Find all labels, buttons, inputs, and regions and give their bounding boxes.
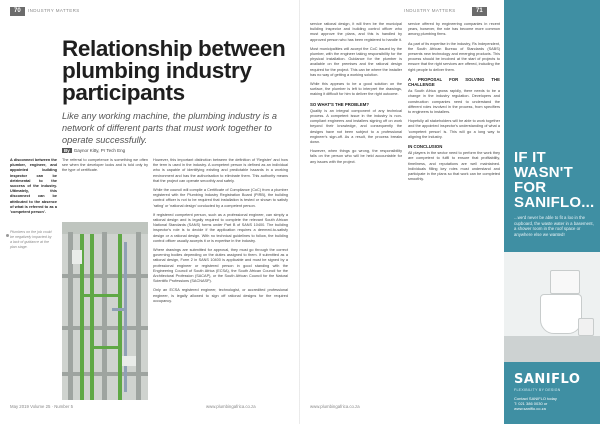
image-caption: Plumbers on the job could be negatively impacted by a lack of guidance at the plan stage. — [10, 230, 52, 249]
issue-date: May 2019 Volume 25 · Number 5 — [10, 404, 74, 409]
col2-paragraph-3: If registered competent person, such as a professional engineer, can simply a rational design and is legally required to complete the relevant South African National Standards (SANS) forms under Part B of SANS 10400. The building inspector's role is to decide if the application requires a deemed-to-satisfy design or a rational design. With no technical guidelines to follow, the building control officer usually accepts it or is expertise in the industry. — [153, 212, 288, 243]
subheading-proposal: A PROPOSAL FOR SOLVING THE CHALLENGE — [408, 76, 500, 88]
ad-headline: IF IT WASN'T FOR SANIFLO... — [514, 149, 595, 211]
construction-photo — [62, 222, 148, 400]
r-col2-paragraph-2: As part of its expertise in the industry, Rs Independent, the South African Bureau of Standards (SABS) presents new technology and emerging products. This process should be involved at the start of projects to ensure that the right services are offered, including the right people to deliver them. — [408, 41, 500, 72]
r-col2-paragraph-3: As South Africa grows rapidly, there needs to be a change in the industry regulation. Developers and construction companies need to understand the different roles involved in the process, from specifiers to engineers to installers. — [408, 89, 500, 115]
col2-paragraph-5: Only an ECSA registered engineer, technologist, or accredited professional engineer, is legally allowed to sign off rational designs for the required occupancy. — [153, 288, 288, 303]
website-footer-left: www.plumbingafrica.co.za — [206, 404, 256, 409]
website-footer-right: www.plumbingafrica.co.za — [310, 404, 360, 409]
r-col1-paragraph-3: While this appears to be a good solution on the surface, the plumber is left to interpret the drawings, making it difficult for him to deliver the right outcome. — [310, 82, 402, 97]
r-col2-paragraph-5: All players in the sector need to perform the work they are competent to fulfil to ensure that profitability, timeliness, and reputations are well maintained. Individuals filling key roles must understand and participate in the plans so that work can be completed smoothly. — [408, 151, 500, 182]
bathroom-floor — [504, 336, 600, 362]
r-col2-paragraph-1: service offered by engineering companies in recent years, however, the role has become more common among plumbing firms. — [408, 22, 500, 37]
byline-tag: By — [64, 148, 70, 153]
ad-contact-line-1: Contact SANIFLO today — [514, 396, 557, 401]
article-title: Relationship between plumbing industry participants — [62, 36, 286, 105]
article-intro: Like any working machine, the plumbing industry is a network of different parts that must work together to operate successfully. — [62, 111, 277, 146]
lead-followup: The referral to competence is something we often see when the developer looks and is told only by the type of certificate. — [62, 158, 148, 173]
subheading-problem: SO WHAT'S THE PROBLEM? — [310, 101, 369, 107]
byline — [62, 148, 125, 153]
macerator-unit — [578, 318, 594, 336]
subheading-conclusion: IN CONCLUSION — [408, 144, 443, 150]
pipework-illustration — [62, 222, 148, 400]
lead-followup-column — [62, 158, 148, 178]
col2-paragraph-4: Where drawings are submitted for approval, they must go through the correct governing bodies depending on the duties assigned to them. If submitted as a rational design, Form 2 in SANS 10400 is applicable and must be signed by a professional engineer or registered person in good standing with the Engineering Council of South Africa (ECSA), the South African Council for the Architectural Profession (SACAP), or the South African Council for the Natural Scientific Professions (SACNASP). — [153, 248, 288, 284]
ad-body: ...we'd never be able to fit a loo in the cupboard, the waste water in a basement, a shower room in the roof space or anywhere else we wanted! — [514, 215, 594, 237]
ad-contact — [514, 396, 598, 412]
saniflo-logo: SANIFLO — [514, 372, 581, 387]
body-column-2 — [153, 158, 288, 308]
ad-website-link[interactable]: www.saniflo.co.za — [514, 406, 546, 412]
col2-paragraph-2: While the council will compile a Certificate of Compliance (CoC) from a plumber registered with the Plumbing Industry Registration Board (PIRB), the building control officer is not to be required that installation is tested or shown to satisfy 'rating' or 'national design' conducted by a competent person. — [153, 188, 288, 208]
ad-phone[interactable]: T: 021 386 0030 or — [514, 401, 548, 407]
r-col1-paragraph-4: Quality is an integral component of any technical process. A competent issue in the industry is non-compliant engineers and installers signing off on work beyond their knowledge, and consequently the designs have not been subject to a professional engineer's sign-off. As a result, the process breaks down. — [310, 108, 402, 145]
saniflo-advert[interactable] — [504, 0, 600, 424]
r-col1-paragraph-1: service rational design, it will then be the municipal building inspector and building control officer who must approve the plans, and this is handled by approved person who has been registered to handle it. — [310, 22, 402, 42]
note-bullet — [6, 234, 9, 237]
r-col1-paragraph-5: However, when things go wrong, the responsibility falls on the person who will be held accountable for any issues with the project. — [310, 149, 402, 164]
r-col2-paragraph-4: Hopefully all stakeholders will be able to work together and the appointed inspector's understanding of what a 'competent person' is. This will go a long way to aligning the industry. — [408, 119, 500, 139]
right-column-2 — [408, 22, 500, 186]
toilet-cistern — [550, 270, 580, 294]
lead-column — [10, 158, 57, 219]
col2-paragraph-1: However, this important distinction between the definition of 'Register' and how the term is used in the industry. A competent person is defined as an individual who is capable of identifying existing and predictable hazards in a working environment and has the authorisation to eliminate them. This authority means that the project can operate smoothly and safely. — [153, 158, 288, 183]
section-label-right: INDUSTRY MATTERS — [404, 8, 456, 13]
section-label-left: INDUSTRY MATTERS — [28, 8, 80, 13]
lead-paragraph: A disconnect between the plumber, engineer, and appointed building inspector can be detrimental to the success of the industry. Ultimately, this disconnect can be attributed to the absence of what is referred to as a 'competent person'. — [10, 158, 57, 215]
page-number-left: 70 — [10, 7, 25, 16]
byline-author: Gaynor Kitty, Pr Tech Eng — [73, 148, 126, 153]
toilet-bowl — [540, 294, 582, 334]
ad-tagline: FLEXIBILITY BY DESIGN — [514, 388, 561, 392]
page-number-right: 71 — [472, 7, 487, 16]
r-col1-paragraph-2: Most municipalities will accept the CoC issued by the plumber, with the engineer taking responsibility for the physical installation. Guidance for the plumber is available on the premises and the rational design required for the project. This can be where the installer has no way of getting a working solution. — [310, 46, 402, 77]
right-column-1 — [310, 22, 402, 169]
